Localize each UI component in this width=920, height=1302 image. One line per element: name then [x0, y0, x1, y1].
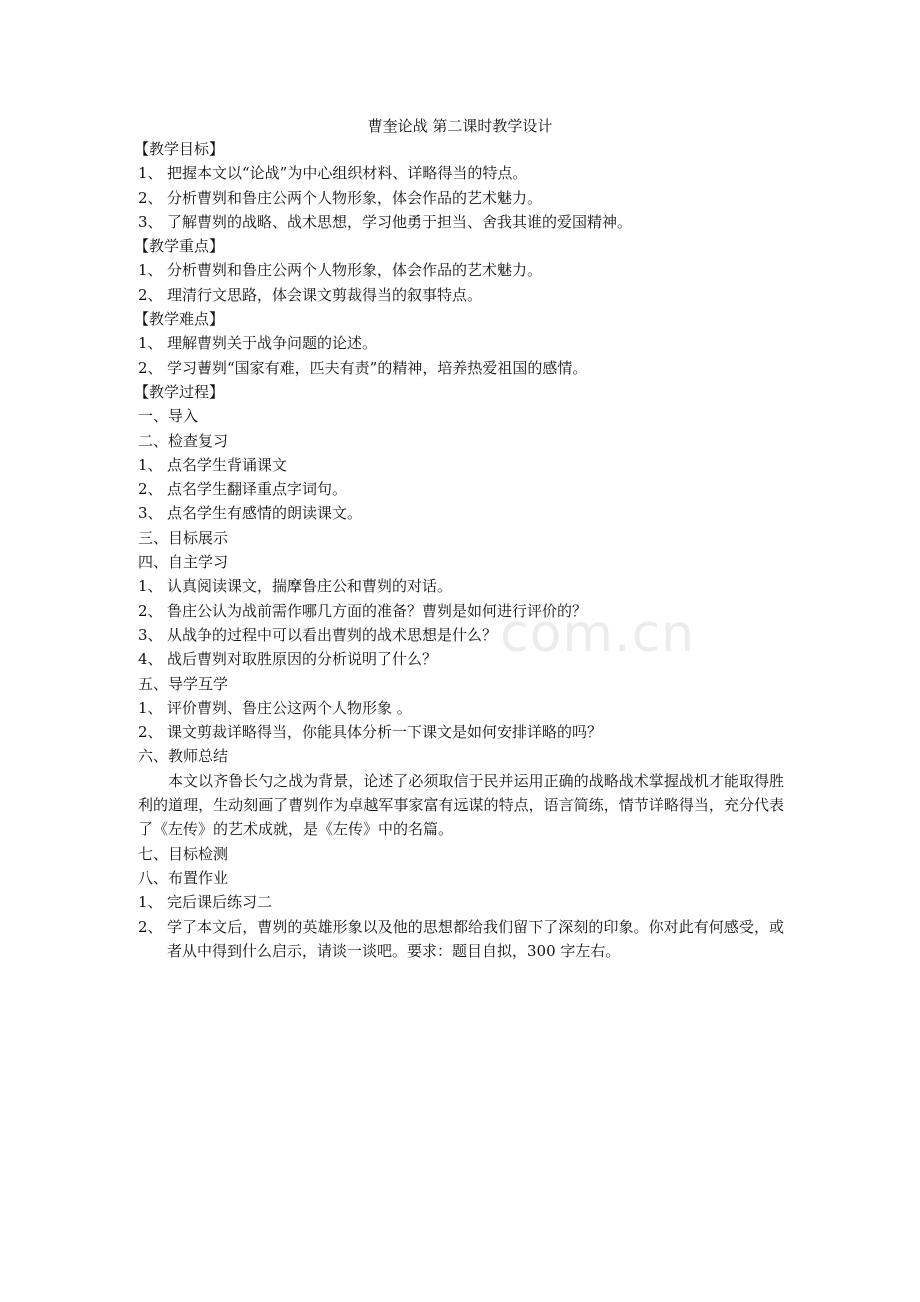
list-item — [138, 258, 784, 282]
item-text: 点名学生背诵课文 — [167, 455, 288, 474]
process-step-self-study: 四、自主学习 — [138, 553, 229, 572]
list-item — [138, 210, 784, 234]
item-number: 4、 — [138, 650, 163, 669]
process-step-intro: 一、导入 — [138, 407, 199, 426]
section-heading-process: 【教学过程】 — [134, 382, 225, 401]
list-item — [138, 915, 784, 964]
item-text: 完后课后练习二 — [167, 893, 273, 912]
item-text: 分析曹刿和鲁庄公两个人物形象，体会作品的艺术魅力。 — [167, 261, 543, 280]
item-number: 1、 — [138, 334, 163, 353]
list-item — [138, 283, 784, 307]
item-text: 学了本文后，曹刿的英雄形象以及他的思想都给我们留下了深刻的印象。你对此有何感受，或者从中得到什么启示，请谈一谈吧。要求：题目自拟，300 字左右。 — [167, 917, 784, 960]
watermark: com.cn — [500, 604, 696, 664]
process-step-homework: 八、布置作业 — [138, 868, 229, 887]
item-text: 课文剪裁详略得当，你能具体分析一下课文是如何安排详略的吗？ — [167, 723, 603, 742]
section-heading-difficulties: 【教学难点】 — [134, 310, 225, 329]
item-text: 战后曹刿对取胜原因的分析说明了什么？ — [167, 650, 438, 669]
item-number: 1、 — [138, 455, 163, 474]
item-number: 3、 — [138, 625, 163, 644]
item-number: 1、 — [138, 893, 163, 912]
section-heading-keypoints: 【教学重点】 — [134, 237, 225, 256]
list-item — [138, 331, 784, 355]
list-item — [138, 356, 784, 380]
item-text: 把握本文以“论战”为中心组织材料、详略得当的特点。 — [167, 164, 528, 183]
list-item — [138, 501, 784, 525]
item-number: 2、 — [138, 917, 163, 936]
summary-paragraph: 本文以齐鲁长勺之战为背景，论述了必须取信于民并运用正确的战略战术掌握战机才能取得胜利的道理，生动刻画了曹刿作为卓越军事家富有远谋的特点，语言简练，情节详略得当，充分代表了《左传》的艺术成就，是《左传》中的名篇。 — [138, 771, 784, 839]
item-number: 3、 — [138, 504, 163, 523]
item-text: 认真阅读课文，揣摩鲁庄公和曹刿的对话。 — [167, 577, 453, 596]
list-item — [138, 720, 784, 744]
item-number: 1、 — [138, 577, 163, 596]
item-number: 1、 — [138, 261, 163, 280]
item-number: 1、 — [138, 164, 163, 183]
list-item — [138, 477, 784, 501]
process-step-guided-study: 五、导学互学 — [138, 674, 229, 693]
item-text: 学习蓸刿“国家有难，匹夫有责”的精神，培养热爱祖国的感情。 — [167, 358, 588, 377]
list-item — [138, 647, 784, 671]
list-item — [138, 890, 784, 914]
list-item — [138, 161, 784, 185]
process-step-goals: 三、目标展示 — [138, 528, 229, 547]
item-number: 2、 — [138, 188, 163, 207]
list-item — [138, 696, 784, 720]
item-number: 2、 — [138, 358, 163, 377]
item-text: 分析曹刿和鲁庄公两个人物形象，体会作品的艺术魅力。 — [167, 188, 543, 207]
item-text: 评价曹刿、鲁庄公这两个人物形象 。 — [167, 698, 412, 717]
item-text: 鲁庄公认为战前需作哪几方面的准备？曹刿是如何进行评价的？ — [167, 601, 588, 620]
process-step-assessment: 七、目标检测 — [138, 844, 229, 863]
item-number: 2、 — [138, 480, 163, 499]
item-number: 2、 — [138, 285, 163, 304]
item-text: 理解曹刿关于战争问题的论述。 — [167, 334, 378, 353]
item-text: 从战争的过程中可以看出曹刿的战术思想是什么？ — [167, 625, 498, 644]
item-number: 3、 — [138, 212, 163, 231]
document-body — [134, 137, 784, 963]
process-step-review: 二、检查复习 — [138, 431, 229, 450]
section-heading-goals: 【教学目标】 — [134, 140, 225, 158]
item-number: 2、 — [138, 723, 163, 742]
list-item — [138, 574, 784, 598]
list-item — [138, 186, 784, 210]
document-title: 曹奎论战 第二课时教学设计 — [367, 117, 553, 135]
list-item — [138, 453, 784, 477]
list-item — [138, 623, 784, 647]
item-text: 点名学生翻译重点字词句。 — [167, 480, 348, 499]
item-number: 1、 — [138, 698, 163, 717]
list-item — [138, 599, 784, 623]
item-number: 2、 — [138, 601, 163, 620]
process-step-summary: 六、教师总结 — [138, 747, 229, 766]
item-text: 理清行文思路，体会课文剪裁得当的叙事特点。 — [167, 285, 483, 304]
item-text: 点名学生有感情的朗读课文。 — [167, 504, 363, 523]
item-text: 了解曹刿的战略、战术思想，学习他勇于担当、舍我其谁的爱国精神。 — [167, 212, 633, 231]
